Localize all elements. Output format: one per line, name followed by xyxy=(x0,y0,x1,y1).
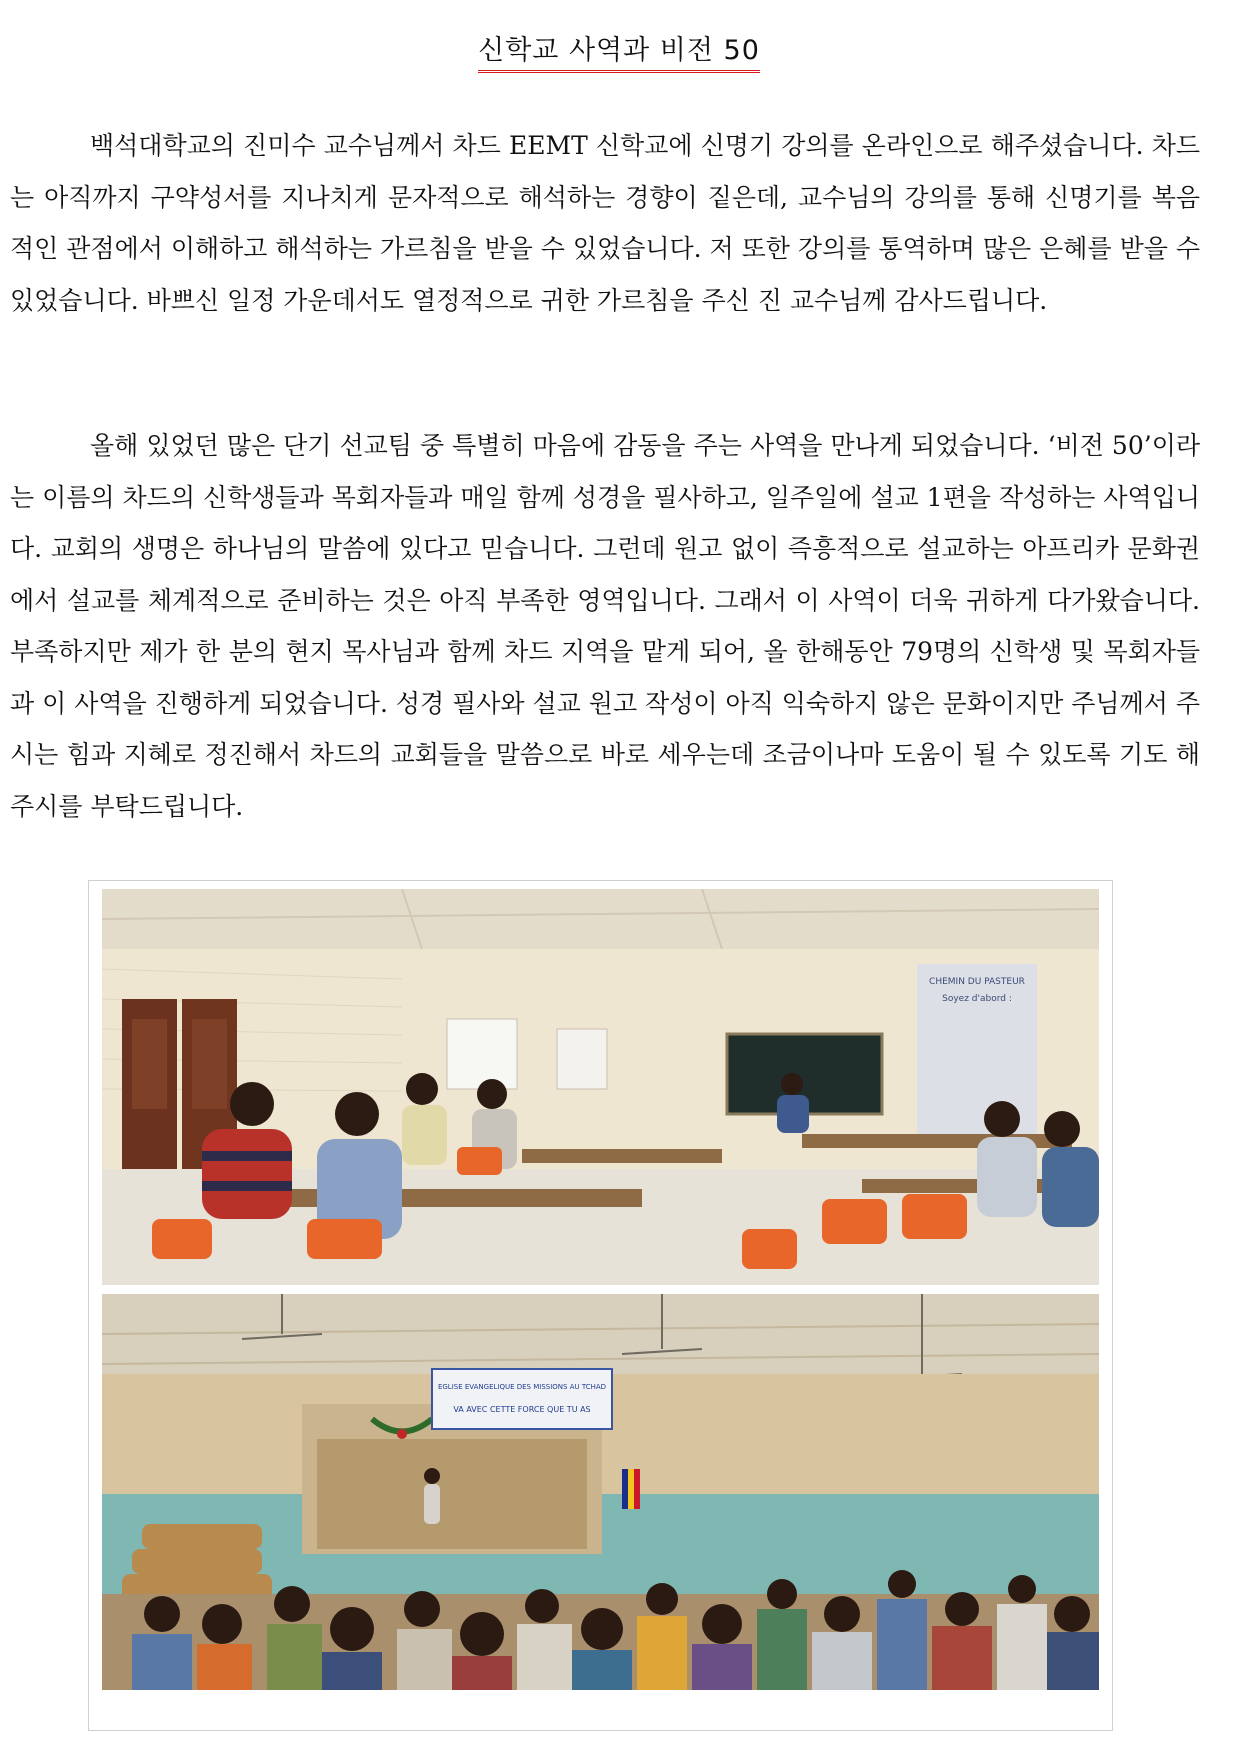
hall-banner-line-2: VA AVEC CETTE FORCE QUE TU AS xyxy=(453,1405,591,1414)
page-title: 신학교 사역과 비전 50 xyxy=(478,28,760,73)
classroom-banner-title: CHEMIN DU PASTEUR xyxy=(929,977,1025,987)
photo-frame xyxy=(88,880,1113,1731)
classroom-banner-line: Soyez d'abord : xyxy=(942,994,1012,1004)
title-container xyxy=(0,28,1238,73)
church-hall-photo xyxy=(102,1294,1099,1690)
classroom-photo xyxy=(102,889,1099,1285)
paragraph-lecture: 백석대학교의 진미수 교수님께서 차드 EEMT 신학교에 신명기 강의를 온라인으로 해주셨습니다. 차드는 아직까지 구약성서를 지나치게 문자적으로 해석하는 경향이 짙은데, 교수님의 강의를 통해 신명기를 복음적인 관점에서 이해하고 해석하는 가르침을 받을 수 있었습니다. 저 또한 강의를 통역하며 많은 은혜를 받을 수 있었습니다. 바쁘신 일정 가운데서도 열정적으로 귀한 가르침을 주신 진 교수님께 감사드립니다. xyxy=(10,131,1200,315)
hall-banner-line-1: EGLISE EVANGELIQUE DES MISSIONS AU TCHAD xyxy=(437,1383,607,1391)
paragraph-vision-50: 올해 있었던 많은 단기 선교팀 중 특별히 마음에 감동을 주는 사역을 만나게 되었습니다. ‘비전 50’이라는 이름의 차드의 신학생들과 목회자들과 매일 함께 성경을 필사하고, 일주일에 설교 1편을 작성하는 사역입니다. 교회의 생명은 하나님의 말씀에 있다고 믿습니다. 그런데 원고 없이 즉흥적으로 설교하는 아프리카 문화권에서 설교를 체계적으로 준비하는 것은 아직 부족한 영역입니다. 그래서 이 사역이 더욱 귀하게 다가왔습니다. 부족하지만 제가 한 분의 현지 목사님과 함께 차드 지역을 맡게 되어, 올 한해동안 79명의 신학생 및 목회자들과 이 사역을 진행하게 되었습니다. 성경 필사와 설교 원고 작성이 아직 익숙하지 않은 문화이지만 주님께서 주시는 힘과 지혜로 정진해서 차드의 교회들을 말씀으로 바로 세우는데 조금이나마 도움이 될 수 있도록 기도 해주시를 부탁드립니다. xyxy=(10,431,1200,821)
